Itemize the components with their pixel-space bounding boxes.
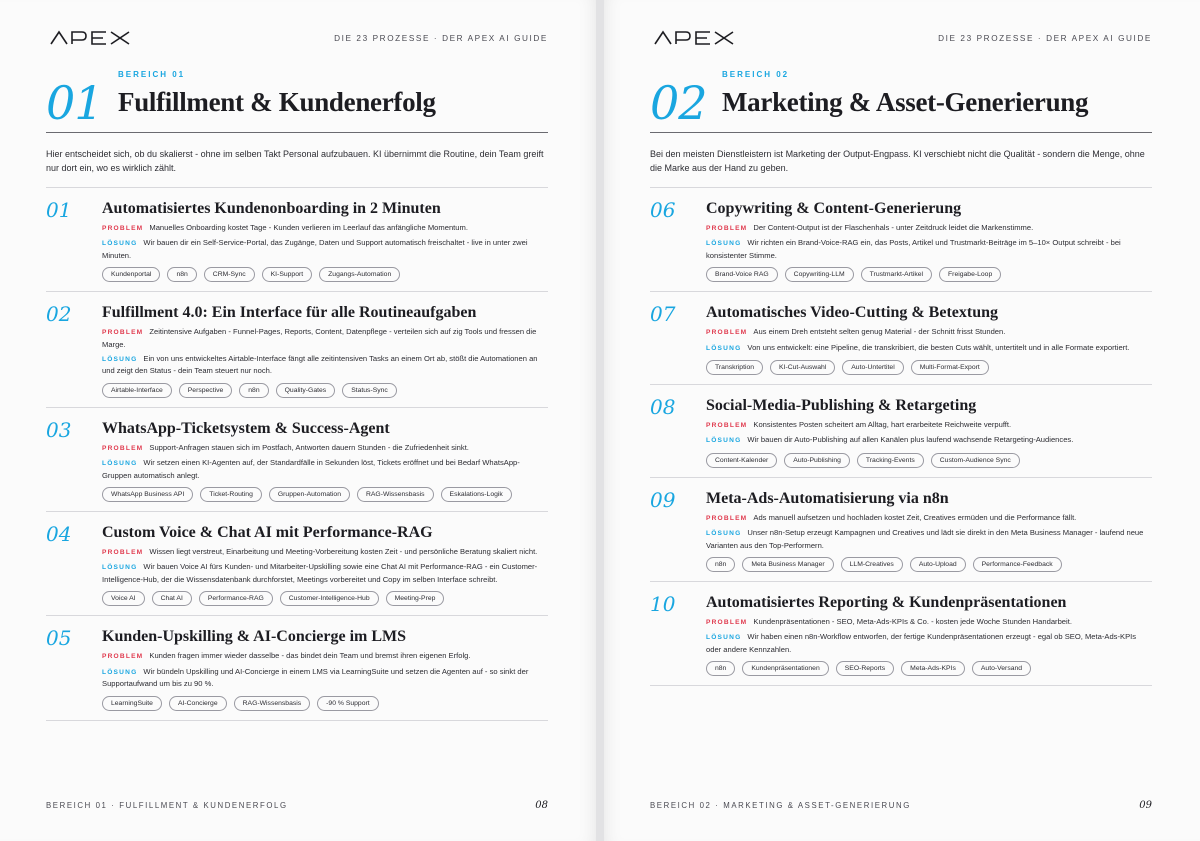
section-number: 02 bbox=[650, 76, 707, 130]
problem-text: Manuelles Onboarding kostet Tage - Kunden verlieren im Leerlauf das anfängliche Momentum. bbox=[149, 223, 468, 232]
problem-line bbox=[706, 616, 1152, 628]
apex-logo bbox=[50, 30, 130, 46]
tag-chip: SEO-Reports bbox=[836, 661, 894, 676]
process-title: Automatisiertes Reporting & Kundenpräsentationen bbox=[706, 594, 1067, 612]
tag-list bbox=[102, 267, 548, 282]
problem-text: Kunden fragen immer wieder dasselbe - das bindet dein Team und bremst ihren eigenen Erfolg. bbox=[149, 651, 471, 661]
tag-chip: Auto-Publishing bbox=[784, 453, 850, 468]
section-intro: Hier entscheidet sich, ob du skalierst - ohne im selben Takt Personal aufzubauen. KI übernimmt die Routine, dein Team greift nur dort ein, wo es wirklich zählt. bbox=[46, 133, 548, 188]
solution-line bbox=[102, 561, 548, 585]
tag-chip: Meta Business Manager bbox=[742, 557, 833, 572]
solution-text: Wir bauen Voice AI fürs Kunden- und Mitarbeiter-Upskilling sowie eine Chat AI mit Performance-RAG - ein Customer-Intelligence-Hub, der die Wissensdatenbank durchforstet, Meetings vorbereitet und Copy im selben Interface schreibt. bbox=[102, 562, 538, 584]
problem-text: Wissen liegt verstreut, Einarbeitung und Meeting-Vorbereitung kosten Zeit - und persönliche Beratung skaliert nicht. bbox=[149, 547, 538, 557]
process-number: 08 bbox=[650, 395, 676, 420]
tag-chip: Quality-Gates bbox=[276, 383, 336, 398]
footer-label: BEREICH 02 · MARKETING & ASSET-GENERIERUNG bbox=[650, 801, 911, 810]
process-title: Copywriting & Content-Generierung bbox=[706, 200, 962, 217]
solution-text: Ein von uns entwickeltes Airtable-Interface fängt alle zeitintensiven Tasks an einem Ort ab, stößt die Automationen an und zeigt den Status - dein Team steuert nur noch. bbox=[102, 354, 538, 376]
solution-text: Wir bündeln Upskilling und AI-Concierge in einem LMS via LearningSuite und setzen die Agenten auf - so sinkt der Supportaufwand um bis zu 90 %. bbox=[102, 666, 529, 689]
process-body bbox=[706, 303, 1152, 375]
tag-chip: Copywriting-LLM bbox=[785, 267, 854, 282]
problem-line bbox=[102, 546, 548, 558]
tag-chip: Zugangs-Automation bbox=[319, 267, 400, 282]
tag-chip: n8n bbox=[167, 267, 196, 282]
tag-chip: Chat AI bbox=[152, 591, 192, 606]
tag-chip: n8n bbox=[239, 383, 268, 398]
tag-chip: Freigabe-Loop bbox=[939, 267, 1001, 282]
process-title: Automatisches Video-Cutting & Betextung bbox=[706, 304, 998, 322]
problem-text: Zeitintensive Aufgaben - Funnel-Pages, Reports, Content, Datenpflege - verteilen sich auf zig Tools und fressen die Marge. bbox=[102, 327, 537, 349]
process-number: 02 bbox=[46, 302, 72, 327]
tag-chip: AI-Concierge bbox=[169, 696, 227, 711]
solution-label: LÖSUNG bbox=[706, 437, 742, 445]
tag-chip: Auto-Upload bbox=[910, 557, 966, 572]
page-number: 09 bbox=[1139, 800, 1152, 811]
solution-label: LÖSUNG bbox=[706, 240, 742, 248]
tag-chip: Eskalations-Logik bbox=[441, 487, 512, 502]
page-footer bbox=[46, 800, 548, 811]
tag-chip: Multi-Format-Export bbox=[911, 360, 989, 375]
tag-chip: CRM-Sync bbox=[204, 267, 255, 282]
tag-chip: n8n bbox=[706, 557, 735, 572]
problem-label: PROBLEM bbox=[706, 329, 748, 337]
tag-chip: Meeting-Prep bbox=[386, 591, 445, 606]
tag-chip: Performance-Feedback bbox=[973, 557, 1062, 572]
solution-text: Wir haben einen n8n-Workflow entworfen, der fertige Kundenpräsentationen erzeugt - egal ob SEO, Meta-Ads-KPIs oder andere Kennzahlen. bbox=[706, 632, 1137, 654]
process-item bbox=[650, 188, 1152, 292]
process-number: 06 bbox=[650, 198, 676, 222]
process-body bbox=[102, 523, 548, 606]
section-number: 01 bbox=[46, 76, 103, 130]
tag-chip: n8n bbox=[706, 661, 735, 676]
solution-label: LÖSUNG bbox=[102, 564, 138, 572]
solution-label: LÖSUNG bbox=[706, 634, 742, 642]
section-kicker: BEREICH 02 bbox=[722, 70, 790, 79]
solution-text: Wir setzen einen KI-Agenten auf, der Standardfälle in Sekunden löst, Tickets eröffnet und bei Bedarf WhatsApp-Gruppen automatisch anlegt. bbox=[102, 458, 520, 480]
process-number: 03 bbox=[46, 417, 72, 442]
process-item bbox=[650, 478, 1152, 582]
tag-chip: KI-Cut-Auswahl bbox=[770, 360, 835, 375]
process-title: Fulfillment 4.0: Ein Interface für alle Routineaufgaben bbox=[102, 304, 477, 322]
footer-label: BEREICH 01 · FULFILLMENT & KUNDENERFOLG bbox=[46, 801, 288, 810]
solution-line bbox=[706, 631, 1152, 655]
tag-chip: -90 % Support bbox=[317, 696, 378, 711]
problem-line bbox=[102, 442, 548, 454]
tag-list bbox=[102, 383, 548, 398]
tag-list bbox=[102, 696, 548, 711]
process-list bbox=[650, 188, 1152, 686]
process-item bbox=[46, 512, 548, 616]
page-right bbox=[604, 0, 1200, 841]
tag-chip: Airtable-Interface bbox=[102, 383, 172, 398]
process-body bbox=[102, 627, 548, 710]
tag-list bbox=[706, 557, 1152, 572]
section-kicker: BEREICH 01 bbox=[118, 70, 186, 79]
tag-chip: RAG-Wissensbasis bbox=[234, 696, 311, 711]
solution-label: LÖSUNG bbox=[706, 344, 742, 352]
solution-line bbox=[706, 434, 1152, 446]
solution-label: LÖSUNG bbox=[102, 240, 138, 248]
problem-label: PROBLEM bbox=[706, 225, 748, 232]
process-body bbox=[706, 489, 1152, 572]
process-title: Social-Media-Publishing & Retargeting bbox=[706, 397, 977, 415]
tag-chip: RAG-Wissensbasis bbox=[357, 487, 434, 502]
problem-label: PROBLEM bbox=[706, 514, 748, 522]
problem-line bbox=[706, 326, 1152, 338]
process-number: 07 bbox=[650, 302, 676, 327]
tag-chip: Kundenportal bbox=[102, 267, 160, 282]
solution-label: LÖSUNG bbox=[102, 668, 138, 676]
solution-line bbox=[706, 342, 1152, 354]
process-body bbox=[706, 396, 1152, 468]
process-body bbox=[102, 303, 548, 398]
tag-chip: Kundenpräsentationen bbox=[742, 661, 828, 676]
page-footer bbox=[650, 800, 1152, 811]
process-title: Kunden-Upskilling & AI-Concierge im LMS bbox=[102, 628, 407, 646]
process-title: Custom Voice & Chat AI mit Performance-RAG bbox=[102, 524, 433, 542]
process-item bbox=[46, 408, 548, 512]
tag-chip: KI-Support bbox=[262, 267, 313, 282]
process-body bbox=[102, 199, 548, 282]
section-title: Marketing & Asset-Generierung bbox=[722, 87, 1089, 117]
section-heading bbox=[46, 70, 548, 132]
solution-line bbox=[706, 527, 1152, 551]
problem-label: PROBLEM bbox=[706, 422, 748, 430]
tag-chip: Ticket-Routing bbox=[200, 487, 262, 502]
tag-chip: Tracking-Events bbox=[857, 453, 924, 468]
process-title: Automatisiertes Kundenonboarding in 2 Minuten bbox=[102, 200, 441, 217]
solution-line bbox=[102, 353, 548, 377]
tag-list bbox=[706, 360, 1152, 375]
page-header bbox=[46, 0, 548, 76]
solution-line bbox=[102, 237, 548, 261]
problem-text: Aus einem Dreh entsteht selten genug Material - der Schnitt frisst Stunden. bbox=[753, 327, 1006, 337]
solution-text: Wir richten ein Brand-Voice-RAG ein, das Posts, Artikel und Trustmarkt-Beiträge im 5–10× Output schreibt - bei konsistenter Stimme. bbox=[706, 238, 1121, 260]
problem-label: PROBLEM bbox=[102, 653, 144, 661]
tag-chip: Custom-Audience Sync bbox=[931, 453, 1020, 468]
process-body bbox=[706, 593, 1152, 676]
tag-chip: Trustmarkt-Artikel bbox=[861, 267, 932, 282]
tag-chip: Gruppen-Automation bbox=[269, 487, 350, 502]
problem-line bbox=[706, 222, 1152, 234]
solution-label: LÖSUNG bbox=[102, 460, 138, 468]
problem-line bbox=[706, 512, 1152, 524]
problem-line bbox=[706, 419, 1152, 431]
solution-text: Wir bauen dir ein Self-Service-Portal, das Zugänge, Daten und Support automatisch freischaltet - live in unter zwei Minuten. bbox=[102, 238, 528, 260]
problem-text: Kundenpräsentationen - SEO, Meta-Ads-KPIs & Co. - kosten jede Woche Stunden Handarbeit. bbox=[753, 617, 1072, 627]
process-body bbox=[706, 199, 1152, 282]
tag-list bbox=[706, 661, 1152, 676]
process-item bbox=[46, 292, 548, 408]
tag-chip: Customer-Intelligence-Hub bbox=[280, 591, 379, 606]
process-list bbox=[46, 188, 548, 721]
problem-text: Support-Anfragen stauen sich im Postfach, Antworten dauern Stunden - die Zufriedenheit sinkt. bbox=[149, 442, 469, 452]
problem-label: PROBLEM bbox=[102, 225, 144, 232]
process-item bbox=[46, 188, 548, 292]
tag-list bbox=[706, 267, 1152, 282]
problem-text: Der Content-Output ist der Flaschenhals - unter Zeitdruck leidet die Markenstimme. bbox=[753, 223, 1034, 232]
tag-list bbox=[102, 591, 548, 606]
problem-text: Ads manuell aufsetzen und hochladen kostet Zeit, Creatives ermüden und die Performance fällt. bbox=[753, 512, 1077, 522]
problem-label: PROBLEM bbox=[102, 444, 144, 452]
section-intro: Bei den meisten Dienstleistern ist Marketing der Output-Engpass. KI verschiebt nicht die Qualität - sondern die Menge, ohne die Marke aus der Hand zu geben. bbox=[650, 133, 1152, 188]
book-gutter bbox=[596, 0, 604, 841]
process-title: WhatsApp-Ticketsystem & Success-Agent bbox=[102, 419, 390, 437]
tag-list bbox=[102, 487, 548, 502]
tag-chip: WhatsApp Business API bbox=[102, 487, 193, 502]
problem-line bbox=[102, 650, 548, 662]
process-item bbox=[650, 385, 1152, 478]
header-running-title: DIE 23 PROZESSE · DER APEX AI GUIDE bbox=[334, 34, 548, 43]
tag-chip: Transkription bbox=[706, 360, 763, 375]
tag-chip: Status-Sync bbox=[342, 383, 397, 398]
solution-text: Wir bauen dir Auto-Publishing auf allen Kanälen plus laufend wachsende Retargeting-Audiences. bbox=[747, 435, 1074, 445]
solution-label: LÖSUNG bbox=[706, 530, 742, 538]
apex-logo bbox=[654, 30, 734, 46]
tag-chip: Meta-Ads-KPIs bbox=[901, 661, 965, 676]
section-title: Fulfillment & Kundenerfolg bbox=[118, 87, 436, 117]
problem-line bbox=[102, 326, 548, 350]
process-title: Meta-Ads-Automatisierung via n8n bbox=[706, 489, 949, 507]
page-left bbox=[0, 0, 596, 841]
process-item bbox=[650, 292, 1152, 385]
process-body bbox=[102, 419, 548, 502]
process-number: 09 bbox=[650, 487, 676, 512]
section-heading bbox=[650, 70, 1152, 132]
tag-chip: Brand-Voice RAG bbox=[706, 267, 778, 282]
tag-chip: Auto-Untertitel bbox=[842, 360, 903, 375]
tag-chip: LLM-Creatives bbox=[841, 557, 903, 572]
problem-line bbox=[102, 222, 548, 234]
tag-chip: LearningSuite bbox=[102, 696, 162, 711]
process-number: 01 bbox=[46, 198, 72, 222]
process-number: 10 bbox=[650, 592, 676, 617]
process-number: 04 bbox=[46, 522, 72, 547]
process-number: 05 bbox=[46, 626, 72, 651]
tag-chip: Performance-RAG bbox=[199, 591, 273, 606]
solution-label: LÖSUNG bbox=[102, 356, 138, 364]
problem-label: PROBLEM bbox=[102, 329, 144, 337]
tag-chip: Auto-Versand bbox=[972, 661, 1031, 676]
tag-chip: Content-Kalender bbox=[706, 453, 777, 468]
problem-label: PROBLEM bbox=[706, 619, 748, 627]
process-item bbox=[650, 582, 1152, 686]
solution-line bbox=[102, 457, 548, 481]
tag-chip: Voice AI bbox=[102, 591, 145, 606]
page-header bbox=[650, 0, 1152, 76]
solution-text: Von uns entwickelt: eine Pipeline, die transkribiert, die besten Cuts wählt, untertitelt und in alle Formate exportiert. bbox=[747, 342, 1130, 352]
tag-list bbox=[706, 453, 1152, 468]
problem-text: Konsistentes Posten scheitert am Alltag, hart erarbeitete Reichweite verpufft. bbox=[753, 420, 1012, 430]
problem-label: PROBLEM bbox=[102, 549, 144, 557]
solution-line bbox=[706, 237, 1152, 261]
tag-chip: Perspective bbox=[179, 383, 233, 398]
header-running-title: DIE 23 PROZESSE · DER APEX AI GUIDE bbox=[938, 34, 1152, 43]
solution-text: Unser n8n-Setup erzeugt Kampagnen und Creatives und lädt sie direkt in den Meta Business Manager - laufend neue Varianten aus den Top-Performern. bbox=[706, 528, 1144, 550]
process-item bbox=[46, 616, 548, 720]
page-number: 08 bbox=[535, 800, 548, 811]
solution-line bbox=[102, 666, 548, 690]
